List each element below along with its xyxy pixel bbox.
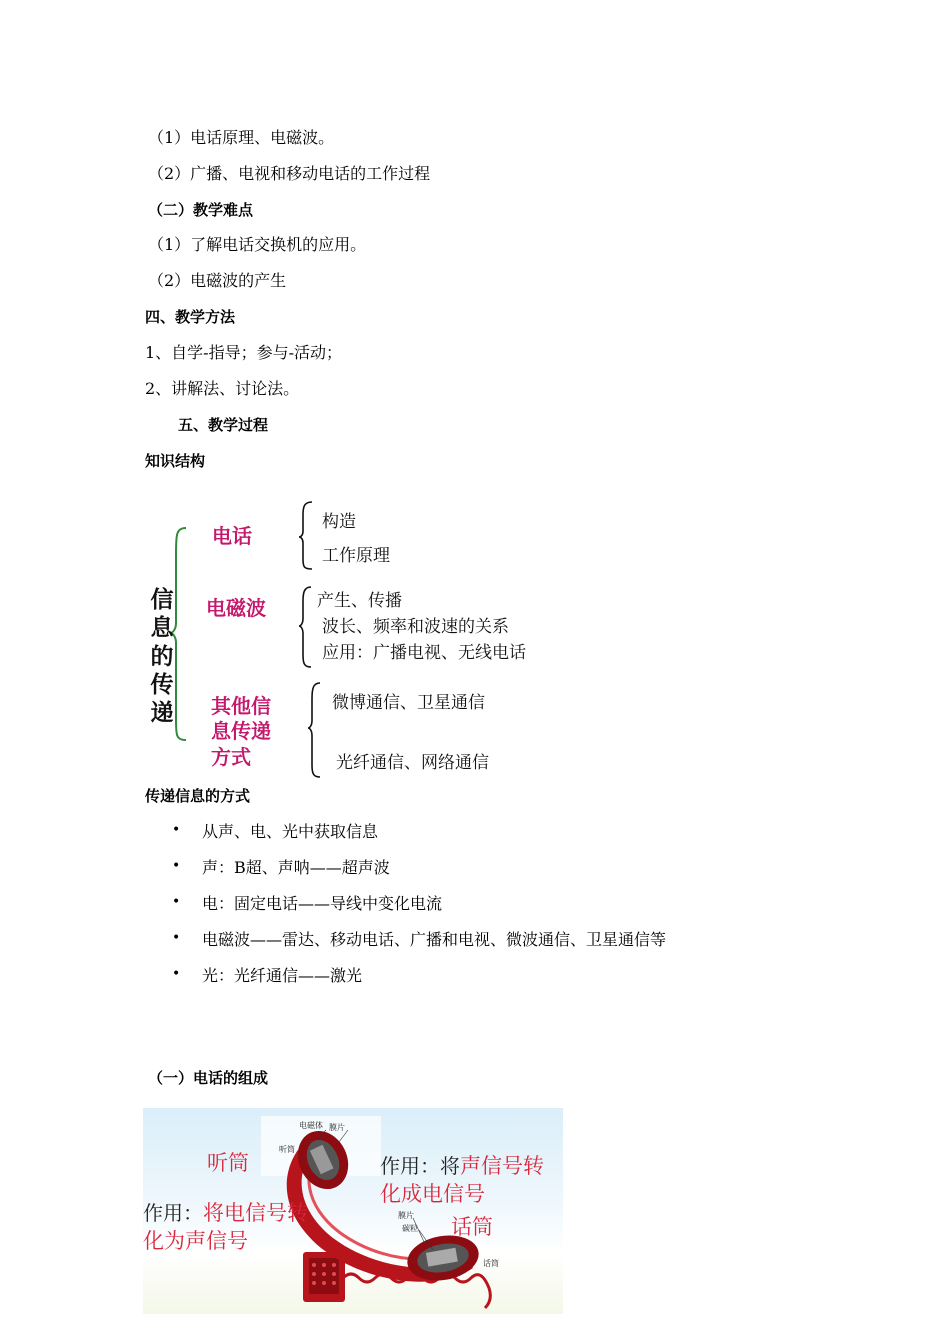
bullet-dot: • [172,858,181,874]
tiny-label-diaphragm: 膜片 [329,1123,345,1132]
earpiece-function-red2: 化为声信号 [143,1229,248,1253]
earpiece-label: 听筒 [207,1151,249,1175]
bullet-dot: • [172,822,181,838]
heading-phone-composition: （一）电话的组成 [148,1069,269,1087]
earpiece-function-red1: 将电信号转 [203,1201,308,1225]
phone-brace [299,502,312,569]
bullet-dot: • [172,894,181,910]
line-broadcast: （2）广播、电视和移动电话的工作过程 [148,164,431,183]
line-method-1: 1、自学-指导；参与-活动； [145,343,342,362]
heading-ways: 传递信息的方式 [145,787,251,805]
bullet-dot: • [172,930,181,946]
telephone-figure [143,1108,563,1314]
mouthpiece-function-prefix: 作用：将 [380,1154,460,1178]
other-item: 光纤通信、网络通信 [336,753,489,773]
earpiece-function [143,1200,308,1256]
earpiece-function-prefix: 作用： [143,1201,203,1225]
root-char: 信 [150,587,174,613]
category-other: 方式 [211,745,251,769]
knowledge-diagram [140,495,580,780]
phone-item: 工作原理 [322,546,390,566]
heading-methods: 四、教学方法 [145,308,236,326]
bullet-item: 光：光纤通信——激光 [202,966,363,985]
phone-item: 构造 [322,512,356,532]
mouthpiece-function [380,1153,544,1209]
category-other: 息传递 [211,719,271,743]
tiny-label-carbon: 碳粒 [402,1224,418,1233]
category-other: 其他信 [211,694,271,718]
em-item: 应用：广播电视、无线电话 [322,643,526,663]
em-item: 波长、频率和波速的关系 [322,617,509,637]
line-em-generation: （2）电磁波的产生 [148,271,287,290]
line-exchange: （1）了解电话交换机的应用。 [148,235,367,254]
root-char: 传 [150,672,174,698]
other-brace [308,683,320,777]
bullet-item: 从声、电、光中获取信息 [202,822,379,841]
line-method-2: 2、讲解法、讨论法。 [145,379,300,398]
root-char: 递 [150,700,174,726]
bullet-item: 声：B超、声呐——超声波 [202,858,390,877]
mouthpiece-function-red2: 化成电信号 [380,1182,485,1206]
tiny-label-mouthpiece: 话筒 [483,1259,499,1268]
heading-difficulty: （二）教学难点 [148,201,254,219]
bullet-item: 电磁波——雷达、移动电话、广播和电视、微波通信、卫星通信等 [202,930,667,949]
bullet-item: 电：固定电话——导线中变化电流 [202,894,443,913]
mouthpiece-function-red1: 声信号转 [460,1154,544,1178]
mouthpiece-label: 话筒 [451,1215,493,1239]
em-item: 产生、传播 [317,591,402,611]
heading-knowledge: 知识结构 [145,452,206,470]
heading-process: 五、教学过程 [178,416,269,434]
category-phone: 电话 [212,524,252,548]
tiny-label-diaphragm: 膜片 [398,1211,414,1220]
em-brace [299,587,311,667]
tiny-label-earpiece: 听筒 [279,1145,295,1154]
root-char: 息 [150,615,174,641]
bullet-dot: • [172,966,181,982]
line-principle: （1）电话原理、电磁波。 [148,128,335,147]
root-char: 的 [150,644,174,670]
category-em-wave: 电磁波 [206,596,266,620]
other-item: 微博通信、卫星通信 [332,693,485,713]
tiny-label-electromagnet: 电磁体 [299,1121,323,1130]
